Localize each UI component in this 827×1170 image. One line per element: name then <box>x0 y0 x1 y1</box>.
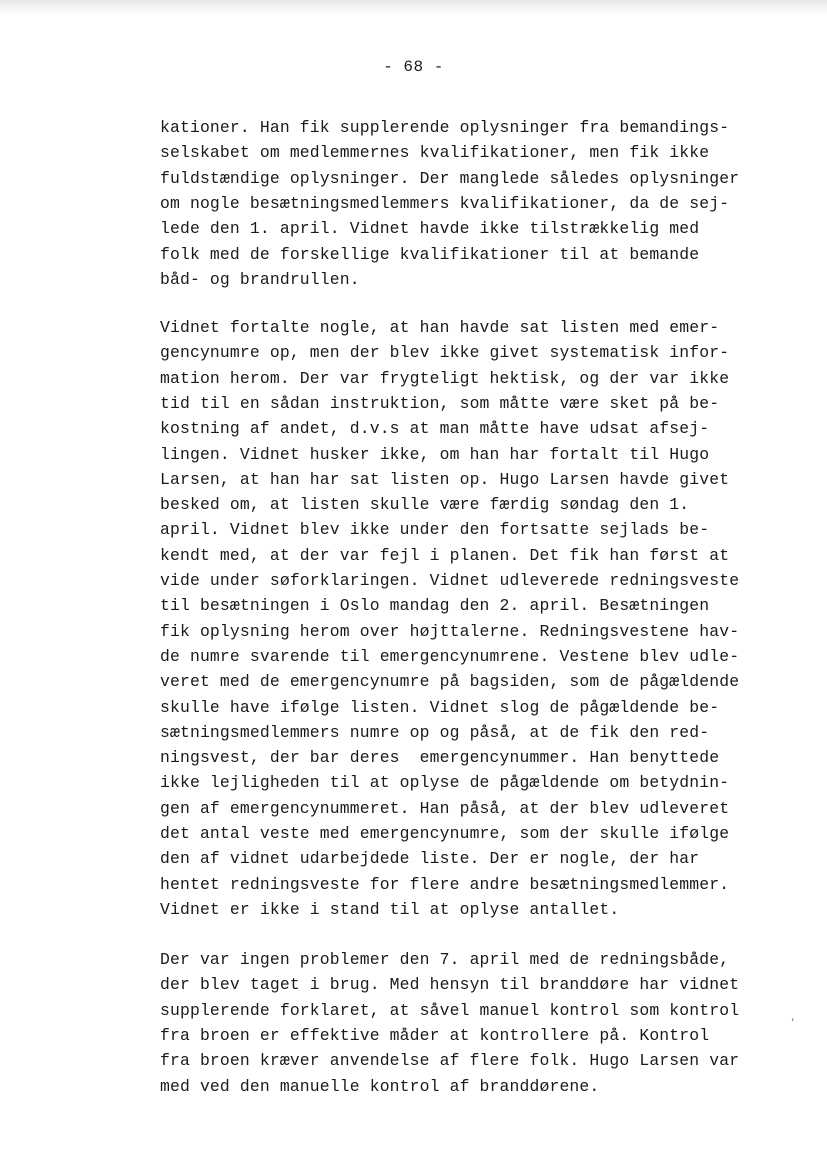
text-line: gen af emergencynummeret. Han påså, at der blev udleveret <box>160 798 730 818</box>
text-line: fik oplysning herom over højttalerne. Redningsvestene hav- <box>160 621 740 641</box>
text-line: til besætningen i Oslo mandag den 2. april. Besætningen <box>160 596 710 616</box>
text-line: fra broen er effektive måder at kontrollere på. Kontrol <box>160 1025 710 1045</box>
text-line: Vidnet fortalte nogle, at han havde sat listen med emer- <box>160 318 720 337</box>
page-number: - 68 - <box>383 58 444 76</box>
text-line: tid til en sådan instruktion, som måtte være sket på be- <box>160 393 720 413</box>
text-line: ikke lejligheden til at oplyse de pågældende om betydnin- <box>160 773 730 793</box>
text-line: besked om, at listen skulle være færdig søndag den 1. <box>160 495 690 515</box>
text-line: med ved den manuelle kontrol af branddørene. <box>160 1076 600 1096</box>
text-line: Larsen, at han har sat listen op. Hugo Larsen havde givet <box>160 469 730 489</box>
text-line: lede den 1. april. Vidnet havde ikke tilstrækkelig med <box>160 219 700 239</box>
text-line: gencynumre op, men der blev ikke givet systematisk infor- <box>160 343 730 363</box>
text-line: veret med de emergencynumre på bagsiden, som de pågældende <box>160 672 740 692</box>
text-line: der blev taget i brug. Med hensyn til branddøre har vidnet <box>160 975 740 995</box>
margin-mark: ’ <box>790 1018 796 1028</box>
text-line: selskabet om medlemmernes kvalifikationer, men fik ikke <box>160 143 710 163</box>
text-line: Vidnet er ikke i stand til at oplyse antallet. <box>160 899 620 919</box>
text-line: det antal veste med emergencynumre, som der skulle ifølge <box>160 824 730 843</box>
text-line: hentet redningsveste for flere andre besætningsmedlemmer. <box>160 874 730 894</box>
text-line: kationer. Han fik supplerende oplysninger fra bemandings- <box>160 118 730 137</box>
text-line: folk med de forskellige kvalifikationer til at bemande <box>160 244 700 264</box>
text-line: skulle have ifølge listen. Vidnet slog de pågældende be- <box>160 697 720 717</box>
text-line: fra broen kræver anvendelse af flere folk. Hugo Larsen var <box>160 1051 740 1071</box>
text-line: ningsvest, der bar deres emergencynummer. Han benyttede <box>160 748 720 768</box>
text-line: om nogle besætningsmedlemmers kvalifikationer, da de sej- <box>160 193 730 213</box>
text-line: fuldstændige oplysninger. Der manglede således oplysninger <box>160 168 740 188</box>
text-line: mation herom. Der var frygteligt hektisk, og der var ikke <box>160 368 730 388</box>
text-line: vide under søforklaringen. Vidnet udleverede redningsveste <box>160 571 740 590</box>
text-line: april. Vidnet blev ikke under den fortsatte sejlads be- <box>160 520 710 540</box>
text-line: kostning af andet, d.v.s at man måtte have udsat afsej- <box>160 419 710 439</box>
text-line: de numre svarende til emergencynumrene. Vestene blev udle- <box>160 646 740 666</box>
text-line: lingen. Vidnet husker ikke, om han har fortalt til Hugo <box>160 444 710 464</box>
text-line: sætningsmedlemmers numre op og påså, at de fik den red- <box>160 722 710 742</box>
scan-top-edge <box>0 0 827 14</box>
text-line: kendt med, at der var fejl i planen. Det fik han først at <box>160 545 730 565</box>
text-line: båd- og brandrullen. <box>160 269 360 289</box>
text-line: den af vidnet udarbejdede liste. Der er nogle, der har <box>160 849 700 869</box>
text-line: supplerende forklaret, at såvel manuel kontrol som kontrol <box>160 1000 740 1020</box>
text-line: Der var ingen problemer den 7. april med de redningsbåde, <box>160 950 730 969</box>
